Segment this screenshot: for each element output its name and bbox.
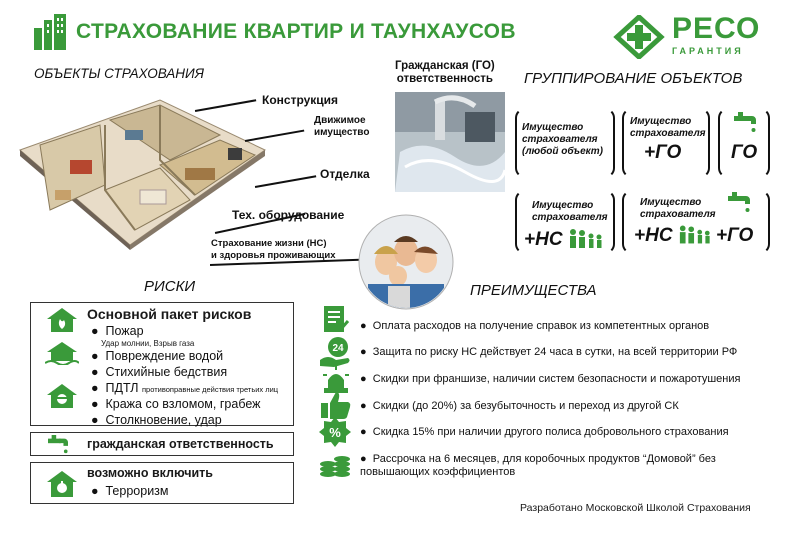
risk-item-4: ● Кража со взломом, грабеж: [91, 397, 261, 411]
footer-credit: Разработано Московской Школой Страхования: [520, 502, 751, 514]
faucet-icon-3: [45, 435, 71, 455]
group-2-text: Имущество страхователя: [630, 116, 706, 139]
advantage-item-5: ● Рассрочка на 6 месяцев, для коробочных продуктов “Домовой” без повышающих коэффициентов: [360, 453, 716, 478]
thief-house-icon: [45, 383, 79, 409]
document-check-icon: [318, 305, 352, 335]
building-logo-icon: [34, 14, 68, 50]
brand-name: РЕСО: [672, 12, 761, 45]
risk-item-0-text: Пожар: [105, 324, 144, 338]
risk-item-0-sub: Удар молнии, Взрыв газа: [101, 339, 195, 348]
optional-title: возможно включить: [87, 466, 213, 480]
risks-heading: РИСКИ: [144, 278, 196, 295]
water-damage-photo: [395, 92, 505, 192]
group-5-plus-go: +ГО: [716, 225, 754, 246]
civil-liability-text: гражданская ответственность: [87, 437, 274, 451]
advantage-item-5-text: Рассрочка на 6 месяцев, для коробочных продуктов “Домовой” без повышающих коэффициентов: [360, 453, 716, 478]
family-people-icon-2: [678, 224, 712, 244]
advantage-item-3-text: Скидки (до 20%) за безубыточность и переход из другой СК: [372, 400, 679, 412]
label-movable: Движимое имущество: [314, 115, 370, 138]
hand-24-icon: [318, 336, 354, 368]
advantages-heading: ПРЕИМУЩЕСТВА: [470, 282, 597, 299]
advantage-item-3: ● Скидки (до 20%) за безубыточность и переход из другой СК: [360, 400, 679, 412]
coins-icon: [318, 448, 352, 480]
page-title: СТРАХОВАНИЕ КВАРТИР И ТАУНХАУСОВ: [76, 20, 516, 43]
risk-item-4-text: Кража со взломом, грабеж: [105, 397, 261, 411]
advantage-item-4-text: Скидка 15% при наличии другого полиса добровольного страхования: [372, 426, 729, 438]
risk-item-0: ● Пожар: [91, 324, 144, 338]
group-3-go: ГО: [731, 142, 758, 163]
icon-percent-label: %: [329, 425, 341, 440]
advantage-item-2: ● Скидки при франшизе, наличии систем безопасности и пожаротушения: [360, 373, 741, 385]
label-equipment: Тех. оборудование: [232, 208, 345, 222]
advantage-item-0: ● Оплата расходов на получение справок из компетентных органов: [360, 320, 710, 332]
label-construction: Конструкция: [262, 93, 339, 107]
family-photo: [358, 214, 454, 310]
advantage-item-1-text: Защита по риску НС действует 24 часа в сутки, на всей территории РФ: [372, 346, 738, 358]
group-5-text: Имущество страхователя: [640, 197, 716, 220]
faucet-icon-2: [726, 192, 752, 214]
risk-item-3-sub: противоправные действия третьих лиц: [142, 385, 279, 394]
fire-house-icon: [45, 307, 79, 333]
group-2-plus-go: +ГО: [644, 142, 682, 163]
civil-liability-box: [30, 432, 294, 456]
terror-house-icon: [45, 470, 79, 498]
advantage-item-1: ● Защита по риску НС действует 24 часа в сутки, на всей территории РФ: [360, 346, 738, 358]
apartment-illustration: [10, 90, 270, 250]
risk-item-1: ● Повреждение водой: [91, 349, 224, 363]
risk-item-3: ● ПДТЛ противоправные действия третьих лиц: [91, 381, 279, 395]
risk-item-3-text: ПДТЛ: [105, 381, 139, 395]
risk-item-5-text: Столкновение, удар: [105, 413, 222, 427]
brand-subtitle: ГАРАНТИЯ: [672, 46, 744, 56]
icon-24-label: 24: [332, 343, 344, 354]
family-people-icon: [568, 228, 604, 248]
main-risks-title: Основной пакет рисков: [87, 306, 252, 322]
faucet-icon: [732, 112, 758, 134]
risk-item-1-text: Повреждение водой: [105, 349, 224, 363]
advantage-item-4: ● Скидка 15% при наличии другого полиса добровольного страхования: [360, 426, 729, 438]
advantage-item-0-text: Оплата расходов на получение справок из компетентных органов: [372, 320, 710, 332]
risk-item-2: ● Стихийные бедствия: [91, 365, 228, 379]
optional-risks-box: [30, 462, 294, 504]
grouping-heading: ГРУППИРОВАНИЕ ОБЪЕКТОВ: [524, 70, 743, 87]
main-risks-box: [30, 302, 294, 426]
optional-item: ● Терроризм: [91, 484, 169, 498]
advantage-item-2-text: Скидки при франшизе, наличии систем безопасности и пожаротушения: [372, 373, 741, 385]
risk-item-2-text: Стихийные бедствия: [105, 365, 228, 379]
group-5-plus-ns: +НС: [634, 225, 673, 246]
label-civil-liability: Гражданская (ГО) ответственность: [395, 60, 495, 85]
objects-heading: ОБЪЕКТЫ СТРАХОВАНИЯ: [34, 66, 204, 81]
reso-logo-icon: [613, 15, 665, 59]
flood-house-icon: [45, 341, 79, 365]
group-4-plus-ns: +НС: [524, 229, 563, 250]
group-4-text: Имущество страхователя: [532, 200, 608, 223]
percent-badge-icon: [318, 416, 352, 448]
optional-item-text: Терроризм: [105, 484, 169, 498]
group-1-text: Имущество страхователя (любой объект): [522, 122, 603, 157]
risk-item-5: ● Столкновение, удар: [91, 413, 222, 427]
label-life: Страхование жизни (НС) и здоровья проживающих: [211, 238, 336, 261]
label-finish: Отделка: [320, 167, 370, 181]
